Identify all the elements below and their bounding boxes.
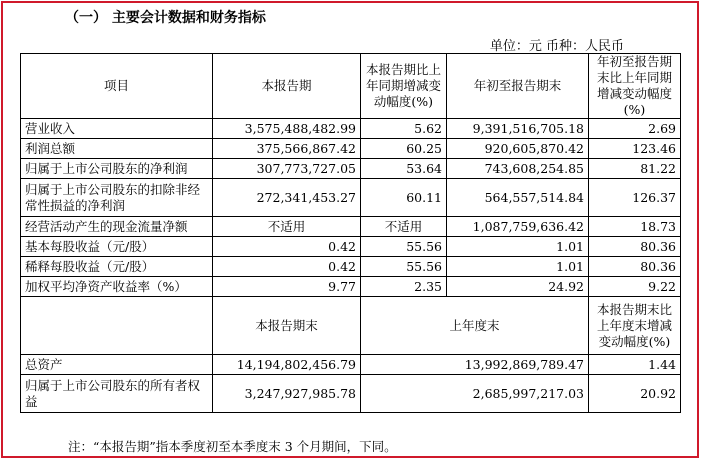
row-ytd-change: 123.46 <box>589 139 681 159</box>
header-yoy-change: 本报告期比上年同期增减变动幅度(%) <box>361 54 447 119</box>
row-current: 307,773,727.05 <box>213 159 361 179</box>
row-ytd: 1.01 <box>447 237 589 257</box>
row-item: 稀释每股收益（元/股） <box>21 257 213 277</box>
row-change: 60.25 <box>361 139 447 159</box>
row-change: 5.62 <box>361 119 447 139</box>
table-header-row <box>21 54 681 119</box>
row-ytd: 24.92 <box>447 277 589 297</box>
header-prior-year-end: 上年度末 <box>361 297 589 355</box>
row-item: 归属于上市公司股东的净利润 <box>21 159 213 179</box>
row-item: 利润总额 <box>21 139 213 159</box>
row-change: 55.56 <box>361 257 447 277</box>
table-row <box>21 139 681 159</box>
table-header-row-2 <box>21 297 681 355</box>
row-ytd: 9,391,516,705.18 <box>447 119 589 139</box>
table-row <box>21 119 681 139</box>
table-row <box>21 355 681 375</box>
row-item: 总资产 <box>21 355 213 375</box>
row-current: 0.42 <box>213 237 361 257</box>
section-title: （一） 主要会计数据和财务指标 <box>65 10 266 26</box>
row-prior-year-end: 2,685,997,217.03 <box>361 375 589 413</box>
row-current: 272,341,453.27 <box>213 179 361 217</box>
row-change: 20.92 <box>589 375 681 413</box>
table-footnote: 注：“本报告期”指本季度初至本季度末 3 个月期间，下同。 <box>68 439 397 454</box>
row-change: 1.44 <box>589 355 681 375</box>
row-item: 营业收入 <box>21 119 213 139</box>
financial-data-table <box>20 53 681 413</box>
row-current: 3,575,488,482.99 <box>213 119 361 139</box>
table-row <box>21 375 681 413</box>
row-ytd: 1,087,759,636.42 <box>447 217 589 237</box>
header-ytd: 年初至报告期末 <box>447 54 589 119</box>
header-period-end: 本报告期末 <box>213 297 361 355</box>
row-item: 归属于上市公司股东的扣除非经常性损益的净利润 <box>21 179 213 217</box>
row-ytd: 564,557,514.84 <box>447 179 589 217</box>
row-ytd-change: 81.22 <box>589 159 681 179</box>
unit-currency-line: 单位：元 币种：人民币 <box>489 39 624 54</box>
row-current: 不适用 <box>213 217 361 237</box>
row-item: 加权平均净资产收益率（%） <box>21 277 213 297</box>
row-change: 2.35 <box>361 277 447 297</box>
row-current: 9.77 <box>213 277 361 297</box>
table-row <box>21 257 681 277</box>
table-row <box>21 237 681 257</box>
row-ytd-change: 80.36 <box>589 257 681 277</box>
table-row <box>21 179 681 217</box>
row-item: 归属于上市公司股东的所有者权益 <box>21 375 213 413</box>
header2-empty <box>21 297 213 355</box>
header-current-period: 本报告期 <box>213 54 361 119</box>
row-ytd-change: 80.36 <box>589 237 681 257</box>
header-period-end-change: 本报告期末比上年度末增减变动幅度(%) <box>589 297 681 355</box>
row-change: 55.56 <box>361 237 447 257</box>
row-ytd-change: 2.69 <box>589 119 681 139</box>
table-row <box>21 217 681 237</box>
row-ytd-change: 9.22 <box>589 277 681 297</box>
header-item: 项目 <box>21 54 213 119</box>
row-change: 60.11 <box>361 179 447 217</box>
row-item: 经营活动产生的现金流量净额 <box>21 217 213 237</box>
row-prior-year-end: 13,992,869,789.47 <box>361 355 589 375</box>
table-row <box>21 159 681 179</box>
row-ytd: 1.01 <box>447 257 589 277</box>
table-row <box>21 277 681 297</box>
row-ytd-change: 126.37 <box>589 179 681 217</box>
row-current: 375,566,867.42 <box>213 139 361 159</box>
row-period-end: 3,247,927,985.78 <box>213 375 361 413</box>
row-item: 基本每股收益（元/股） <box>21 237 213 257</box>
header-ytd-change: 年初至报告期末比上年同期增减变动幅度(%) <box>589 54 681 119</box>
row-ytd: 920,605,870.42 <box>447 139 589 159</box>
row-period-end: 14,194,802,456.79 <box>213 355 361 375</box>
row-change: 不适用 <box>361 217 447 237</box>
row-ytd-change: 18.73 <box>589 217 681 237</box>
row-change: 53.64 <box>361 159 447 179</box>
row-ytd: 743,608,254.85 <box>447 159 589 179</box>
row-current: 0.42 <box>213 257 361 277</box>
